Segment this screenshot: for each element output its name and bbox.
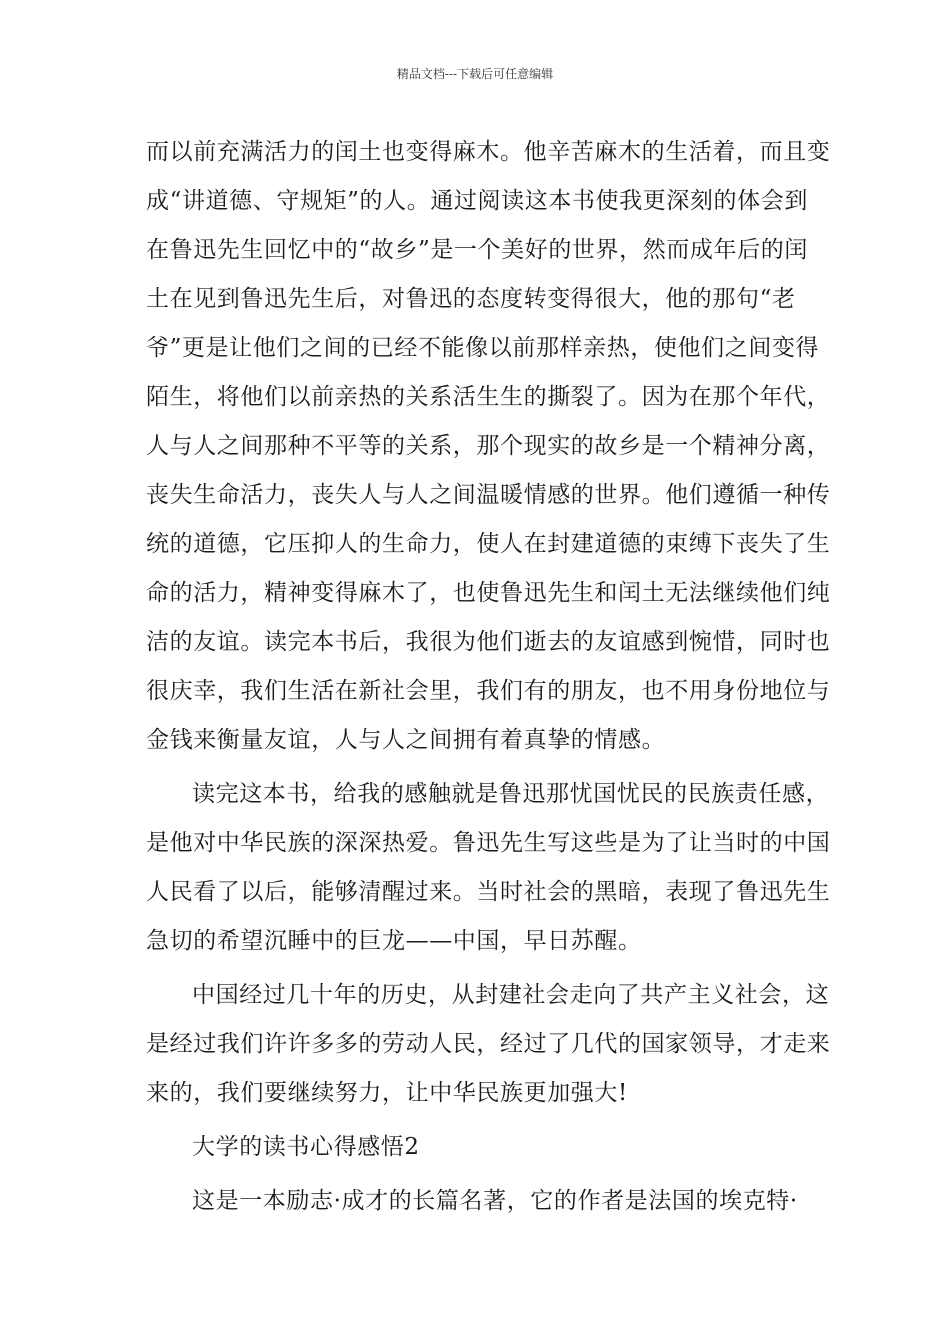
paragraph-line: 统的道德，它压抑人的生命力，使人在封建道德的束缚下丧失了生 (146, 531, 831, 557)
paragraph-line: 很庆幸，我们生活在新社会里，我们有的朋友，也不用身份地位与 (146, 678, 831, 704)
paragraph-line: 是经过我们许许多多的劳动人民，经过了几代的国家领导，才走来 (146, 1031, 831, 1057)
paragraph-line: 土在见到鲁迅先生后，对鲁迅的态度转变得很大，他的那句“老 (146, 286, 796, 312)
paragraph-line: 来的，我们要继续努力，让中华民族更加强大! (146, 1080, 628, 1106)
paragraph-line: 是他对中华民族的深深热爱。鲁迅先生写这些是为了让当时的中国 (146, 830, 831, 856)
paragraph-line: 命的活力，精神变得麻木了，也使鲁迅先生和闰土无法继续他们纯 (146, 580, 831, 606)
paragraph-line: 这是一本励志·成才的长篇名著，它的作者是法国的埃克特· (192, 1188, 798, 1214)
paragraph-line: 中国经过几十年的历史，从封建社会走向了共产主义社会，这 (192, 982, 830, 1008)
page-header: 精品文档---下载后可任意编辑 (396, 67, 554, 81)
paragraph-line: 急切的希望沉睡中的巨龙——中国，早日苏醒。 (146, 928, 642, 954)
paragraph-line: 人与人之间那种不平等的关系，那个现实的故乡是一个精神分离， (146, 433, 831, 459)
paragraph-line: 爷”更是让他们之间的已经不能像以前那样亲热，使他们之间变得 (146, 335, 820, 361)
paragraph-line: 读完这本书，给我的感触就是鲁迅那忧国忧民的民族责任感， (192, 781, 830, 807)
paragraph-line: 成“讲道德、守规矩”的人。通过阅读这本书使我更深刻的体会到 (146, 188, 808, 214)
document-body (146, 128, 831, 1226)
paragraph-line: 陌生，将他们以前亲热的关系活生生的撕裂了。因为在那个年代， (146, 384, 831, 410)
paragraph-line: 金钱来衡量友谊，人与人之间拥有着真挚的情感。 (146, 727, 666, 753)
section-heading: 大学的读书心得感悟2 (192, 1134, 420, 1160)
paragraph-line: 洁的友谊。读完本书后，我很为他们逝去的友谊感到惋惜，同时也 (146, 629, 831, 655)
paragraph-line: 人民看了以后，能够清醒过来。当时社会的黑暗，表现了鲁迅先生 (146, 879, 831, 905)
paragraph-line: 丧失生命活力，丧失人与人之间温暖情感的世界。他们遵循一种传 (146, 482, 831, 508)
paragraph-line: 在鲁迅先生回忆中的“故乡”是一个美好的世界，然而成年后的闰 (146, 237, 808, 263)
paragraph-line: 而以前充满活力的闰土也变得麻木。他辛苦麻木的生活着，而且变 (146, 139, 831, 165)
